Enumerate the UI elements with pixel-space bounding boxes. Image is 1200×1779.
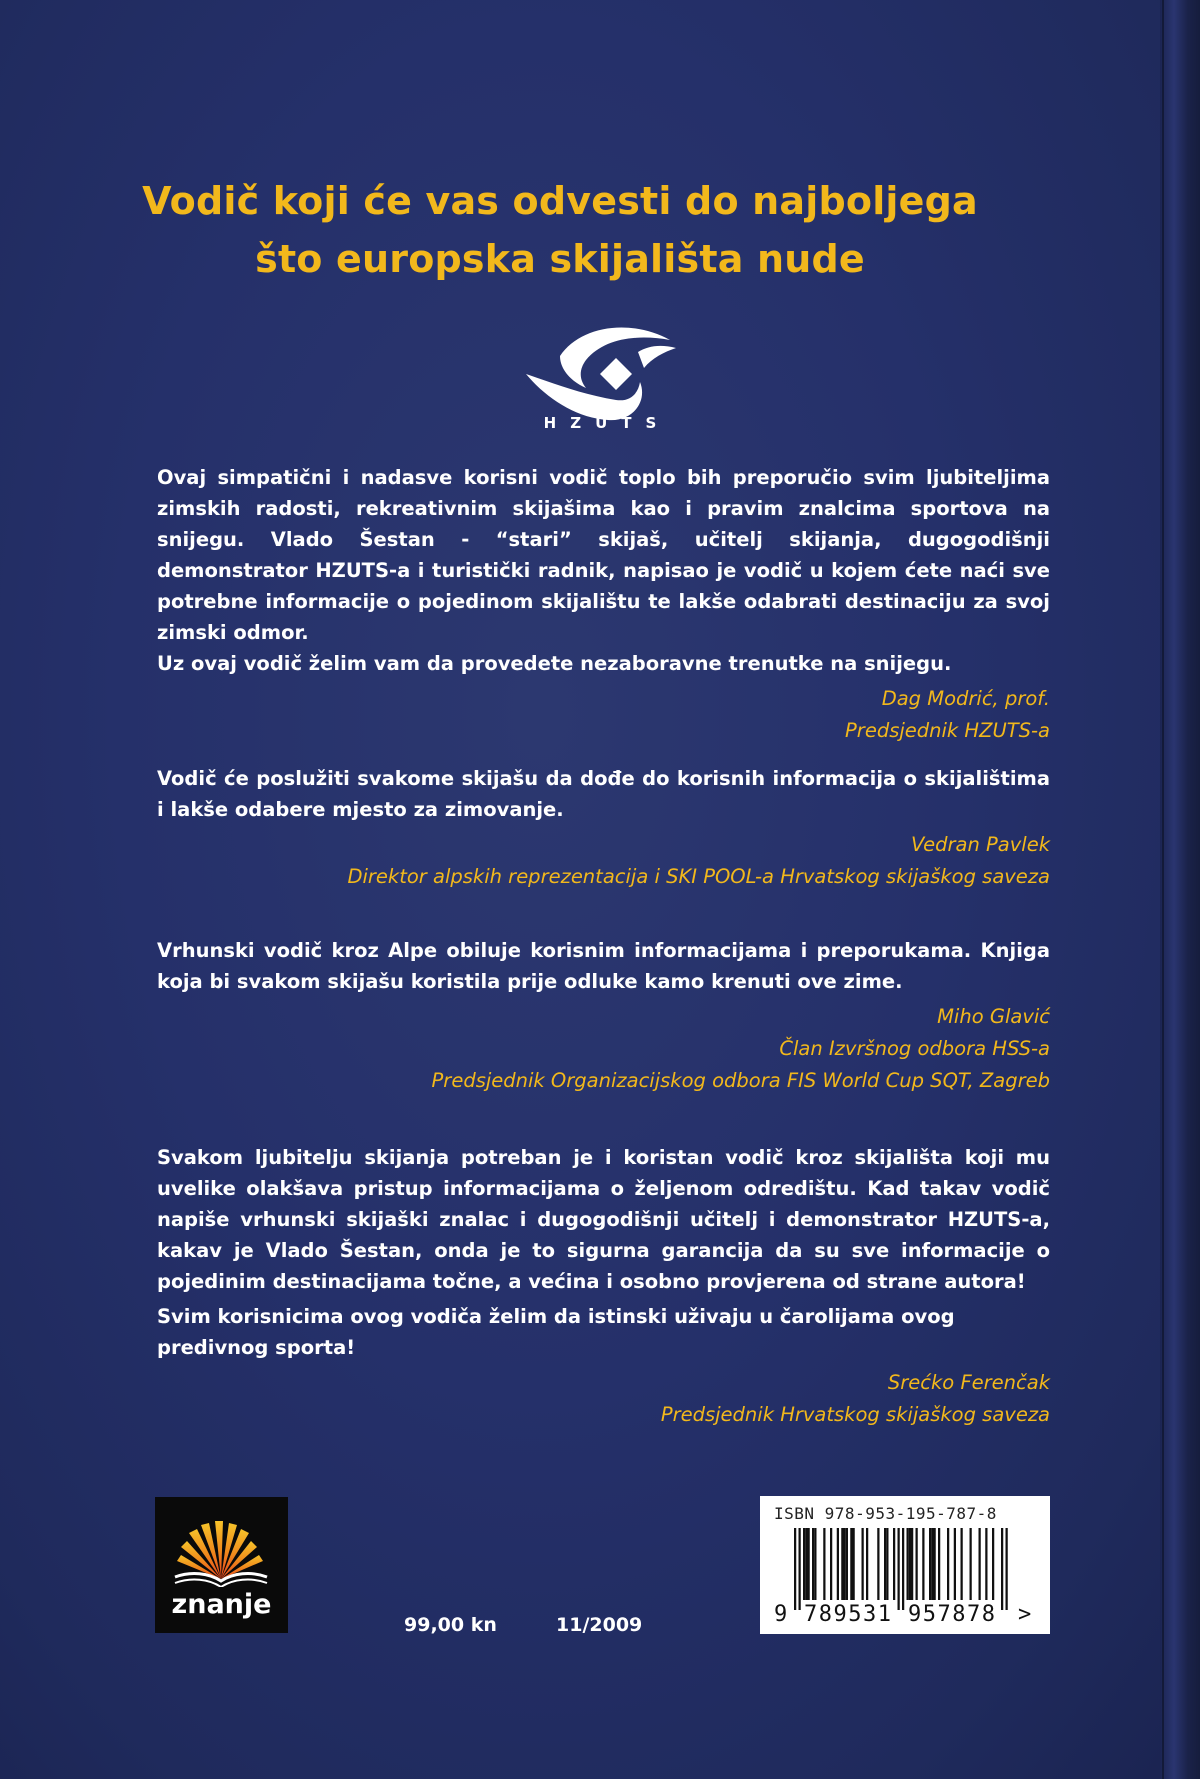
blurb-3: [157, 935, 1050, 1097]
blurb-4: [157, 1142, 1050, 1431]
barcode-bar: [931, 1528, 933, 1600]
barcode-bar: [841, 1528, 843, 1600]
barcode-bar: [1001, 1528, 1003, 1610]
barcode-bar: [814, 1528, 816, 1600]
barcode-bar: [934, 1528, 936, 1600]
barcode-bar: [846, 1528, 848, 1600]
barcode-bar: [961, 1528, 963, 1600]
blurb-1-signature-name: Dag Modrić, prof.: [881, 687, 1050, 710]
barcode-bar: [886, 1528, 888, 1600]
blurb-4-signature-name: Srećko Ferenčak: [887, 1371, 1050, 1394]
barcode-bar: [902, 1528, 904, 1610]
barcode-bar: [805, 1528, 807, 1600]
barcode-bar: [830, 1528, 832, 1600]
barcode-bar: [884, 1528, 886, 1600]
book-spine-edge: [1160, 0, 1200, 1779]
blurb-3-paragraph-1: Vrhunski vodič kroz Alpe obiluje korisnim informacijama i preporukama. Knjiga koja bi svakom skijašu koristila prije odluke kamo krenuti ove zime.: [157, 939, 1050, 993]
barcode-bar: [922, 1528, 924, 1600]
barcode-bar: [794, 1528, 796, 1610]
publisher-name: znanje: [171, 1589, 272, 1620]
blurb-1: [157, 462, 1050, 747]
barcode-bar: [929, 1528, 931, 1600]
blurb-3-signature-title-2: Predsjednik Organizacijskog odbora FIS World Cup SQT, Zagreb: [431, 1069, 1050, 1092]
edition-date: 11/2009: [556, 1614, 643, 1636]
blurb-1-paragraph-2: Uz ovaj vodič želim vam da provedete nezaboravne trenutke na snijegu.: [157, 652, 952, 675]
blurb-4-paragraph-2: Svim korisnicima ovog vodiča želim da istinski uživaju u čarolijama ovog predivnog sporta!: [157, 1305, 955, 1359]
isbn-barcode: [760, 1496, 1050, 1634]
blurb-3-signature-name: Miho Glavić: [937, 1005, 1050, 1028]
barcode-bar: [866, 1528, 868, 1600]
spine-crease: [1162, 0, 1164, 1779]
publisher-logo: [155, 1497, 288, 1633]
barcode-bar: [844, 1528, 846, 1600]
barcode-bar: [909, 1528, 911, 1600]
open-book-icon: [171, 1521, 271, 1587]
barcode-arrow: >: [1018, 1602, 1032, 1627]
headline-line-2: što europska skijališta nude: [255, 237, 865, 281]
barcode-bar: [799, 1528, 801, 1610]
barcode-bar: [812, 1528, 814, 1600]
barcode-bar: [898, 1528, 900, 1610]
barcode-bar: [985, 1528, 987, 1600]
blurb-2: [157, 763, 1050, 893]
barcode-bar: [893, 1528, 895, 1600]
blurb-4-signature-title: Predsjednik Hrvatskog skijaškog saveza: [660, 1403, 1050, 1426]
barcode-bar: [862, 1528, 864, 1600]
barcode-bar: [877, 1528, 879, 1600]
barcode-bar: [970, 1528, 972, 1600]
isbn-label: ISBN 978-953-195-787-8: [774, 1504, 997, 1523]
blurb-3-signature-title-1: Član Izvršnog odbora HSS-a: [779, 1037, 1050, 1060]
barcode-bar: [837, 1528, 839, 1600]
barcode-bar: [808, 1528, 810, 1600]
barcode-digits-right: 957878: [908, 1602, 997, 1627]
barcode-digits-left: 789531: [804, 1602, 893, 1627]
barcode-bar: [911, 1528, 913, 1600]
headline: [100, 172, 1020, 288]
blurb-2-signature-name: Vedran Pavlek: [910, 833, 1050, 856]
barcode-bar: [803, 1528, 805, 1600]
barcode-bar: [947, 1528, 949, 1600]
barcode-bar: [907, 1528, 909, 1600]
blurb-1-signature-title: Predsjednik HZUTS-a: [845, 719, 1050, 742]
barcode-bar: [1006, 1528, 1008, 1610]
barcode-bar: [850, 1528, 852, 1600]
headline-line-1: Vodič koji će vas odvesti do najboljega: [142, 179, 978, 223]
barcode-bar: [979, 1528, 981, 1600]
barcode-first-digit: 9: [774, 1602, 788, 1627]
blurb-2-signature-title: Direktor alpskih reprezentacija i SKI POOL-a Hrvatskog skijaškog saveza: [347, 865, 1050, 888]
price: 99,00 kn: [404, 1614, 497, 1636]
barcode-bar: [853, 1528, 855, 1600]
hzuts-logo-text: HZUTS: [543, 414, 671, 432]
blurb-2-paragraph-1: Vodič će poslužiti svakome skijašu da dođe do korisnih informacija o skijalištima i lakše odabere mjesto za zimovanje.: [157, 767, 1050, 821]
barcode-bar: [916, 1528, 918, 1600]
blurb-4-paragraph-1: Svakom ljubitelju skijanja potreban je i koristan vodič kroz skijališta koji mu uvelike olakšava pristup informacijama o željenom odredištu. Kad takav vodič napiše vrhunski skijaški znalac i dugogodišnji učitelj i demonstrator HZUTS-a, kakav je Vlado Šestan, onda je to sigurna garancija da su sve informacije o pojedinim destinacijama točne, a većina i osobno provjerena od strane autora!: [157, 1146, 1050, 1293]
barcode-bar: [823, 1528, 825, 1600]
blurb-1-paragraph-1: Ovaj simpatični i nadasve korisni vodič toplo bih preporučio svim ljubiteljima zimskih radosti, rekreativnim skijašima kao i pravim znalcima sportova na snijegu. Vlado Šestan - “stari” skijaš, učitelj skijanja, dugogodišnji demonstrator HZUTS-a i turistički radnik, napisao je vodič u kojem ćete naći sve potrebne informacije o pojedinom skijalištu te lakše odabrati destinaciju za svoj zimski odmor.: [157, 466, 1050, 644]
barcode-bar: [992, 1528, 994, 1600]
barcode-bar: [954, 1528, 956, 1600]
barcode-bar: [938, 1528, 940, 1600]
